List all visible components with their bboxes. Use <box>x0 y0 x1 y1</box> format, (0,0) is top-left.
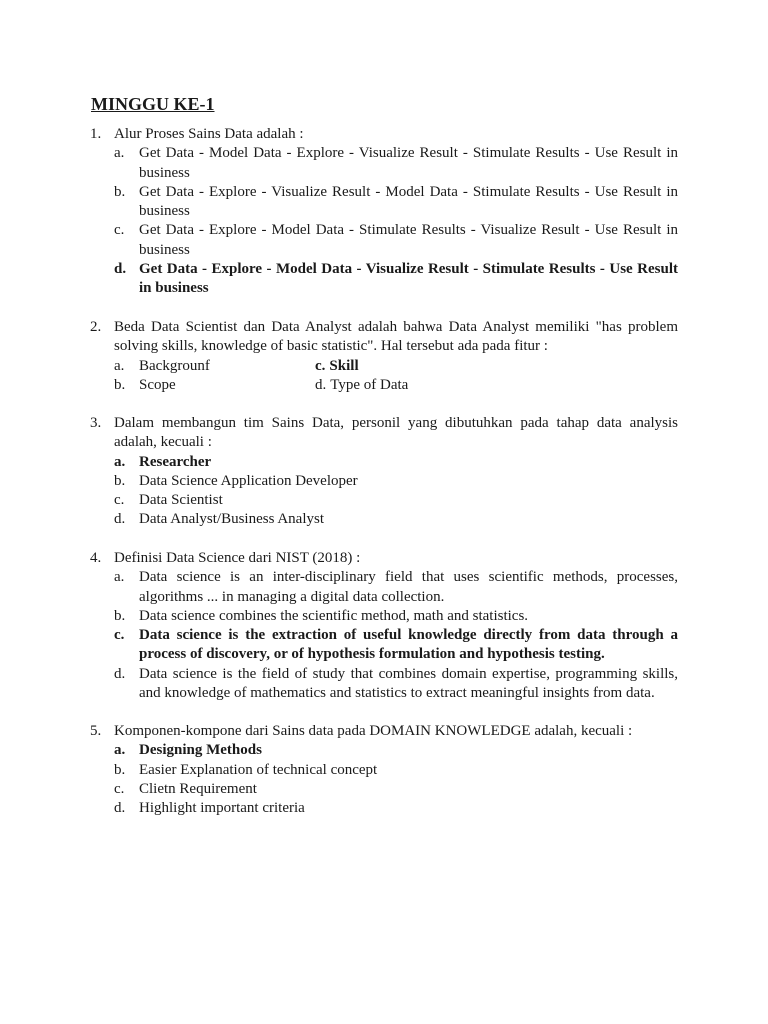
option-d <box>90 510 678 529</box>
option-text: Data science is the field of study that combines domain expertise, programming skills, and knowledge of mathematics and statistics to extract meaningful insights from data. <box>139 665 678 702</box>
question-stem <box>90 414 678 453</box>
question-5 <box>90 722 678 818</box>
question-number: 5. <box>90 723 102 739</box>
option-a-answer <box>90 741 678 760</box>
option-letter: c. <box>114 492 125 509</box>
option-d <box>90 665 678 704</box>
option-list <box>90 144 678 298</box>
question-2 <box>90 318 678 395</box>
option-list <box>90 568 678 703</box>
option-c-answer <box>90 626 678 665</box>
option-text: Data science is the extraction of useful knowledge directly from data through a process of discovery, or of hypothesis formulation and hypothesis testing. <box>139 627 678 663</box>
option-text: Backgrounf <box>139 357 210 374</box>
question-text: Dalam membangun tim Sains Data, personil yang dibutuhkan pada tahap data analysis adalah, kecuali : <box>114 415 678 451</box>
option-letter: a. <box>114 357 125 374</box>
option-letter: d. <box>315 376 327 393</box>
option-text: Type of Data <box>330 376 409 393</box>
question-1 <box>90 125 678 299</box>
option-letter: b. <box>114 183 126 200</box>
option-b <box>90 761 678 780</box>
option-c <box>90 221 678 260</box>
option-text: Data science combines the scientific method, math and statistics. <box>139 607 529 624</box>
question-number: 3. <box>90 415 102 431</box>
option-text: Data science is an inter-disciplinary field that uses scientific methods, processes, algorithms ... in managing a digital data collection. <box>139 569 678 605</box>
option-b <box>90 183 678 222</box>
option-b <box>90 472 678 491</box>
option-letter: b. <box>114 376 126 393</box>
option-text: Easier Explanation of technical concept <box>139 761 378 778</box>
page-title: MINGGU KE-1 <box>91 94 215 114</box>
option-b <box>90 607 678 626</box>
option-text: Highlight important criteria <box>139 800 305 817</box>
option-letter: b. <box>114 472 126 489</box>
option-grid <box>90 357 678 396</box>
option-letter: d. <box>114 261 127 278</box>
option-letter: b. <box>114 607 126 624</box>
option-c <box>90 780 678 799</box>
question-text: Beda Data Scientist dan Data Analyst adalah bahwa Data Analyst memiliki "has problem solving skills, knowledge of basic statistic". Hal tersebut ada pada fitur : <box>114 319 678 355</box>
option-letter: c. <box>114 780 125 797</box>
option-a <box>90 357 315 376</box>
option-letter: a. <box>114 569 125 586</box>
question-number: 1. <box>90 126 102 142</box>
option-text: Skill <box>329 357 359 374</box>
question-number: 4. <box>90 550 102 566</box>
option-d <box>90 799 678 818</box>
option-list <box>90 453 678 530</box>
question-stem <box>90 318 678 357</box>
option-text: Scope <box>139 376 176 393</box>
option-text: Data Analyst/Business Analyst <box>139 511 324 528</box>
option-d-answer <box>90 260 678 299</box>
option-b <box>90 376 315 395</box>
option-text: Researcher <box>139 453 212 470</box>
question-3 <box>90 414 678 530</box>
question-text: Komponen-kompone dari Sains data pada DOMAIN KNOWLEDGE adalah, kecuali : <box>114 723 633 739</box>
option-letter: d. <box>114 511 126 528</box>
option-a-answer <box>90 453 678 472</box>
option-text: Get Data - Explore - Model Data - Visualize Result - Stimulate Results - Use Result in business <box>139 261 678 297</box>
option-letter: d. <box>114 800 126 817</box>
option-text: Data Science Application Developer <box>139 472 358 489</box>
question-stem <box>90 549 678 568</box>
option-letter: a. <box>114 453 126 470</box>
option-letter: d. <box>114 665 126 682</box>
option-list <box>90 741 678 818</box>
option-letter: a. <box>114 742 126 759</box>
option-text: Data Scientist <box>139 492 223 509</box>
option-letter: c. <box>114 222 125 239</box>
question-stem <box>90 722 678 741</box>
option-c <box>90 491 678 510</box>
question-4 <box>90 549 678 703</box>
option-letter: b. <box>114 761 126 778</box>
option-letter: c. <box>315 357 326 374</box>
option-a <box>90 568 678 607</box>
question-number: 2. <box>90 319 102 335</box>
option-text: Get Data - Explore - Model Data - Stimulate Results - Visualize Result - Use Result in business <box>139 222 678 258</box>
option-text: Clietn Requirement <box>139 780 257 797</box>
option-d <box>315 376 678 395</box>
option-a <box>90 144 678 183</box>
option-c-answer <box>315 357 678 376</box>
option-text: Get Data - Explore - Visualize Result - Model Data - Stimulate Results - Use Result in business <box>139 183 678 220</box>
option-letter: c. <box>114 627 125 644</box>
question-stem <box>90 125 678 144</box>
option-text: Designing Methods <box>139 742 262 759</box>
question-text: Definisi Data Science dari NIST (2018) : <box>114 550 361 566</box>
option-text: Get Data - Model Data - Explore - Visualize Result - Stimulate Results - Use Result in business <box>139 145 678 181</box>
option-letter: a. <box>114 145 125 162</box>
question-text: Alur Proses Sains Data adalah : <box>114 126 304 142</box>
